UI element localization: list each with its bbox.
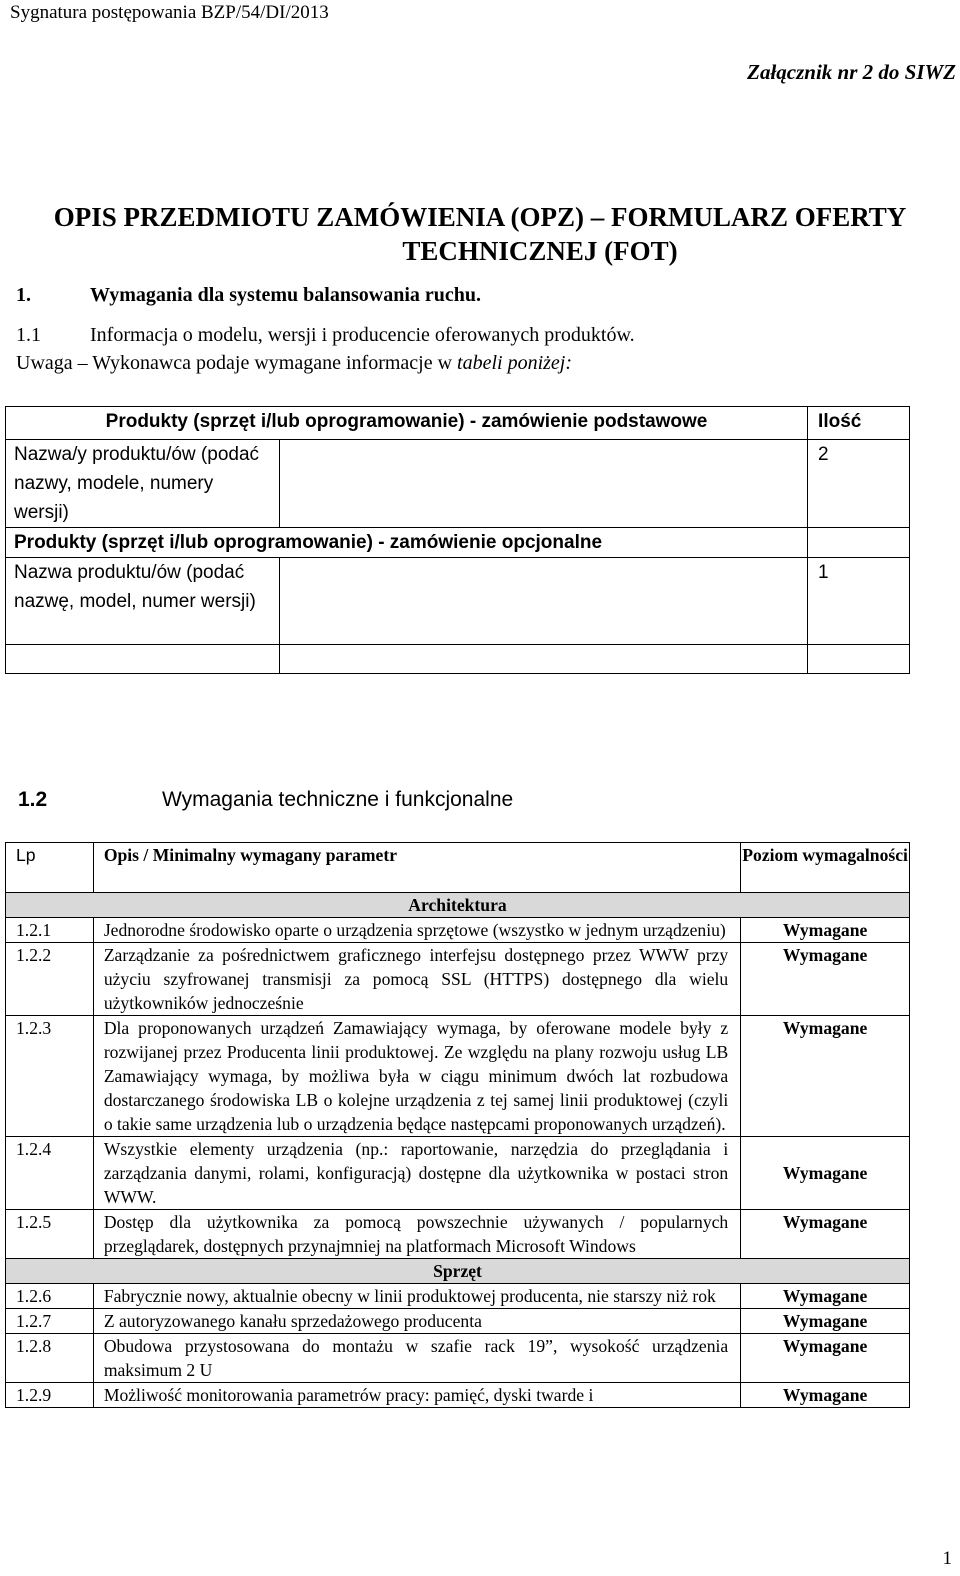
section-1-number: 1.	[16, 284, 31, 306]
basic-product-qty: 2	[808, 440, 910, 528]
row-desc: Dostęp dla użytkownika za pomocą powszechnie używanych / popularnych przeglądarek, dostępnych przynajmniej na platformach Microsoft Windows	[93, 1210, 740, 1259]
products-header: Produkty (sprzęt i/lub oprogramowanie) - zamówienie podstawowe	[6, 407, 808, 440]
row-desc: Możliwość monitorowania parametrów pracy: pamięć, dyski twarde i	[93, 1383, 740, 1408]
section-1-2-number: 1.2	[18, 788, 48, 811]
row-level: Wymagane	[741, 1383, 910, 1408]
document-signature: Sygnatura postępowania BZP/54/DI/2013	[10, 2, 329, 23]
section-1-2-text: Wymagania techniczne i funkcjonalne	[162, 788, 514, 811]
row-desc: Z autoryzowanego kanału sprzedażowego producenta	[93, 1309, 740, 1334]
table-row	[6, 1309, 910, 1334]
optional-product-input[interactable]	[279, 558, 807, 645]
table-row	[6, 1334, 910, 1383]
products-empty-row	[6, 645, 910, 674]
note-paragraph	[16, 350, 572, 376]
empty-cell-2[interactable]	[279, 645, 807, 674]
table-row	[6, 1210, 910, 1259]
note-italic: tabeli poniżej:	[457, 352, 573, 374]
group-row-architecture	[6, 893, 910, 918]
section-1-1-heading	[16, 322, 635, 348]
basic-product-label: Nazwa/y produktu/ów (podać nazwy, modele, numery wersji)	[6, 440, 280, 528]
row-lp: 1.2.4	[6, 1137, 94, 1210]
optional-product-label: Nazwa produktu/ów (podać nazwę, model, numer wersji)	[6, 558, 280, 645]
document-title	[0, 200, 960, 268]
group-row-hardware	[6, 1259, 910, 1284]
table-row	[6, 1383, 910, 1408]
row-lp: 1.2.5	[6, 1210, 94, 1259]
products-optional-row	[6, 558, 910, 645]
note-prefix: Uwaga – Wykonawca podaje wymagane informacje w	[16, 352, 458, 374]
group-architecture: Architektura	[6, 893, 910, 918]
quantity-header: Ilość	[808, 407, 910, 440]
annex-label: Załącznik nr 2 do SIWZ	[747, 60, 956, 84]
row-lp: 1.2.6	[6, 1284, 94, 1309]
requirements-table	[5, 842, 910, 1408]
row-desc: Dla proponowanych urządzeń Zamawiający wymaga, by oferowane modele były z rozwijanej przez Producenta linii produktowej. Ze względu na plany rozwoju usług LB Zamawiający wymaga, by możliwa była w ciągu minimum dwóch lat rozbudowa dostarczanego środowiska LB o kolejne urządzenia z tej samej linii produktowej (czyli o takie same urządzenia lub o urządzenia będące następcami proponowanych urządzeń).	[93, 1016, 740, 1137]
empty-cell-1[interactable]	[6, 645, 280, 674]
section-1-heading	[16, 282, 481, 308]
row-desc: Zarządzanie za pośrednictwem graficznego interfejsu dostępnego przez WWW przy użyciu szyfrowanej transmisji za pomocą SSL (HTTPS) dostępnego dla wielu użytkowników jednocześnie	[93, 943, 740, 1016]
section-1-text: Wymagania dla systemu balansowania ruchu.	[90, 284, 481, 306]
table-row	[6, 1016, 910, 1137]
products-optional-header-row	[6, 528, 910, 558]
title-line-2: TECHNICZNEJ (FOT)	[402, 236, 678, 266]
row-desc: Obudowa przystosowana do montażu w szafie rack 19”, wysokość urządzenia maksimum 2 U	[93, 1334, 740, 1383]
col-lp-header: Lp	[6, 843, 94, 893]
section-1-2-heading	[18, 786, 513, 814]
row-lp: 1.2.7	[6, 1309, 94, 1334]
row-level: Wymagane	[741, 1137, 910, 1210]
table-row	[6, 1137, 910, 1210]
empty-cell-3[interactable]	[808, 645, 910, 674]
table-row	[6, 918, 910, 943]
row-desc: Jednorodne środowisko oparte o urządzenia sprzętowe (wszystko w jednym urządzeniu)	[93, 918, 740, 943]
row-desc: Wszystkie elementy urządzenia (np.: raportowanie, narzędzia do przeglądania i zarządzania danymi, rolami, konfiguracją) dostępne dla użytkownika w postaci stron WWW.	[93, 1137, 740, 1210]
row-level: Wymagane	[741, 1309, 910, 1334]
row-lp: 1.2.3	[6, 1016, 94, 1137]
section-1-1-number: 1.1	[16, 324, 41, 346]
requirements-header-row	[6, 843, 910, 893]
row-level: Wymagane	[741, 1334, 910, 1383]
optional-product-qty: 1	[808, 558, 910, 645]
row-level: Wymagane	[741, 1284, 910, 1309]
table-row	[6, 1284, 910, 1309]
row-lp: 1.2.1	[6, 918, 94, 943]
products-header-row	[6, 407, 910, 440]
row-lp: 1.2.2	[6, 943, 94, 1016]
row-level: Wymagane	[741, 943, 910, 1016]
optional-header-qty-cell	[808, 528, 910, 558]
row-desc: Fabrycznie nowy, aktualnie obecny w linii produktowej producenta, nie starszy niż rok	[93, 1284, 740, 1309]
col-desc-header: Opis / Minimalny wymagany parametr	[93, 843, 740, 893]
optional-header: Produkty (sprzęt i/lub oprogramowanie) - zamówienie opcjonalne	[6, 528, 808, 558]
basic-product-input[interactable]	[279, 440, 807, 528]
row-level: Wymagane	[741, 918, 910, 943]
products-table	[5, 406, 910, 674]
row-level: Wymagane	[741, 1210, 910, 1259]
row-lp: 1.2.8	[6, 1334, 94, 1383]
page-number: 1	[942, 1548, 952, 1569]
section-1-1-text: Informacja o modelu, wersji i producencie oferowanych produktów.	[90, 324, 635, 346]
col-level-header: Poziom wymagalności	[741, 843, 910, 893]
row-lp: 1.2.9	[6, 1383, 94, 1408]
row-level: Wymagane	[741, 1016, 910, 1137]
title-line-1: OPIS PRZEDMIOTU ZAMÓWIENIA (OPZ) – FORMULARZ OFERTY	[53, 202, 907, 232]
products-basic-row	[6, 440, 910, 528]
group-hardware: Sprzęt	[6, 1259, 910, 1284]
table-row	[6, 943, 910, 1016]
